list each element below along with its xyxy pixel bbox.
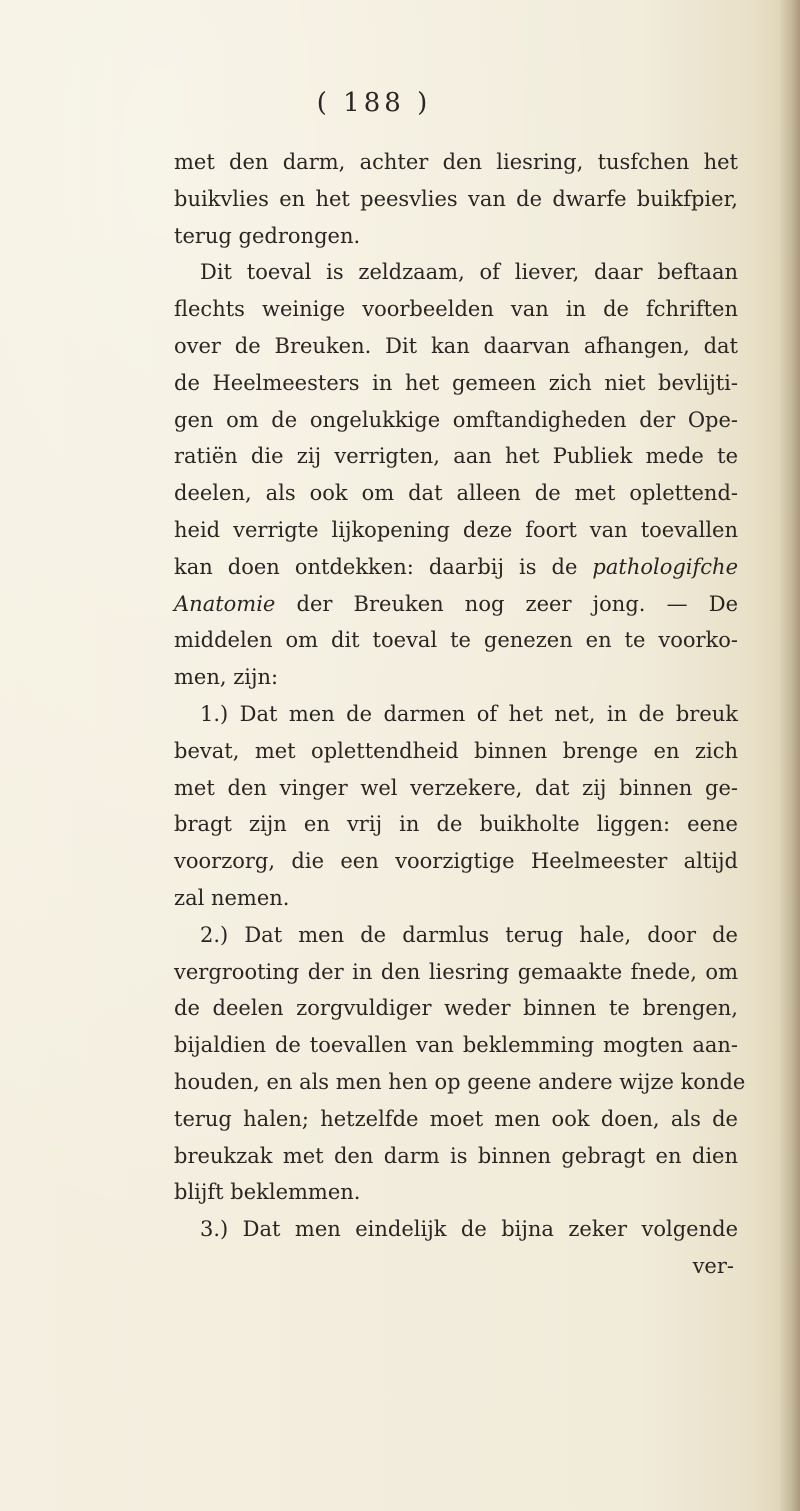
text-line: breukzak met den darm is binnen gebragt en dien <box>174 1143 738 1168</box>
text-line: bijaldien de toevallen van beklemming mogten aan- <box>174 1033 738 1058</box>
text-line: de deelen zorgvuldiger weder binnen te brengen, <box>174 996 738 1021</box>
text-line: de Heelmeesters in het gemeen zich niet bevlijti- <box>174 370 738 395</box>
text-line: zal nemen. <box>174 885 290 910</box>
text-line <box>174 586 738 623</box>
italic-term: pathologifche <box>592 554 738 579</box>
text-line: ratiën die zij verrigten, aan het Publiek mede te <box>174 444 738 469</box>
text-line: 1.) Dat men de darmen of het net, in de breuk <box>200 701 738 726</box>
text-line: met den vinger wel verzekere, dat zij binnen ge- <box>174 775 738 800</box>
text-line: buikvlies en het peesvlies van de dwarfe buikfpier, <box>174 186 738 211</box>
italic-term: Anatomie <box>174 591 276 616</box>
text-line: houden, en als men hen op geene andere wijze konde <box>174 1069 746 1094</box>
text-line: terug gedrongen. <box>174 223 361 248</box>
text-line: Dit toeval is zeldzaam, of liever, daar beftaan <box>200 260 738 285</box>
page-number: ( 188 ) <box>316 88 432 118</box>
body-text <box>174 144 746 1285</box>
text-line: deelen, als ook om dat alleen de met oplettend- <box>174 481 738 506</box>
text-line: vergrooting der in den liesring gemaakte fnede, om <box>174 959 738 984</box>
text-line: met den darm, achter den liesring, tusfchen het <box>174 150 738 174</box>
text-line: gen om de ongelukkige omftandigheden der Ope- <box>174 407 738 432</box>
text-line: bevat, met oplettendheid binnen brenge en zich <box>174 738 738 763</box>
text-line: blijft beklemmen. <box>174 1180 361 1205</box>
text-line <box>174 549 738 586</box>
text-line: flechts weinige voorbeelden van in de fchriften <box>174 297 738 322</box>
text-segment: der Breuken nog zeer jong. — De <box>275 591 738 616</box>
text-segment: kan doen ontdekken: daarbij is de <box>174 554 593 579</box>
text-line: heid verrigte lijkopening deze foort van toevallen <box>174 517 738 542</box>
page-edge-shadow <box>778 0 800 1511</box>
text-line: terug halen; hetzelfde moet men ook doen, als de <box>174 1106 738 1131</box>
text-line: 3.) Dat men eindelijk de bijna zeker volgende <box>200 1217 738 1242</box>
text-line: middelen om dit toeval te genezen en te voorko- <box>174 628 738 653</box>
text-line: men, zijn: <box>174 665 279 690</box>
catchword: ver- <box>692 1253 734 1278</box>
text-line: bragt zijn en vrij in de buikholte liggen: eene <box>174 812 738 837</box>
text-line: voorzorg, die een voorzigtige Heelmeester altijd <box>174 849 738 874</box>
text-line: over de Breuken. Dit kan daarvan afhangen, dat <box>174 333 738 358</box>
text-line: 2.) Dat men de darmlus terug hale, door de <box>200 922 738 947</box>
